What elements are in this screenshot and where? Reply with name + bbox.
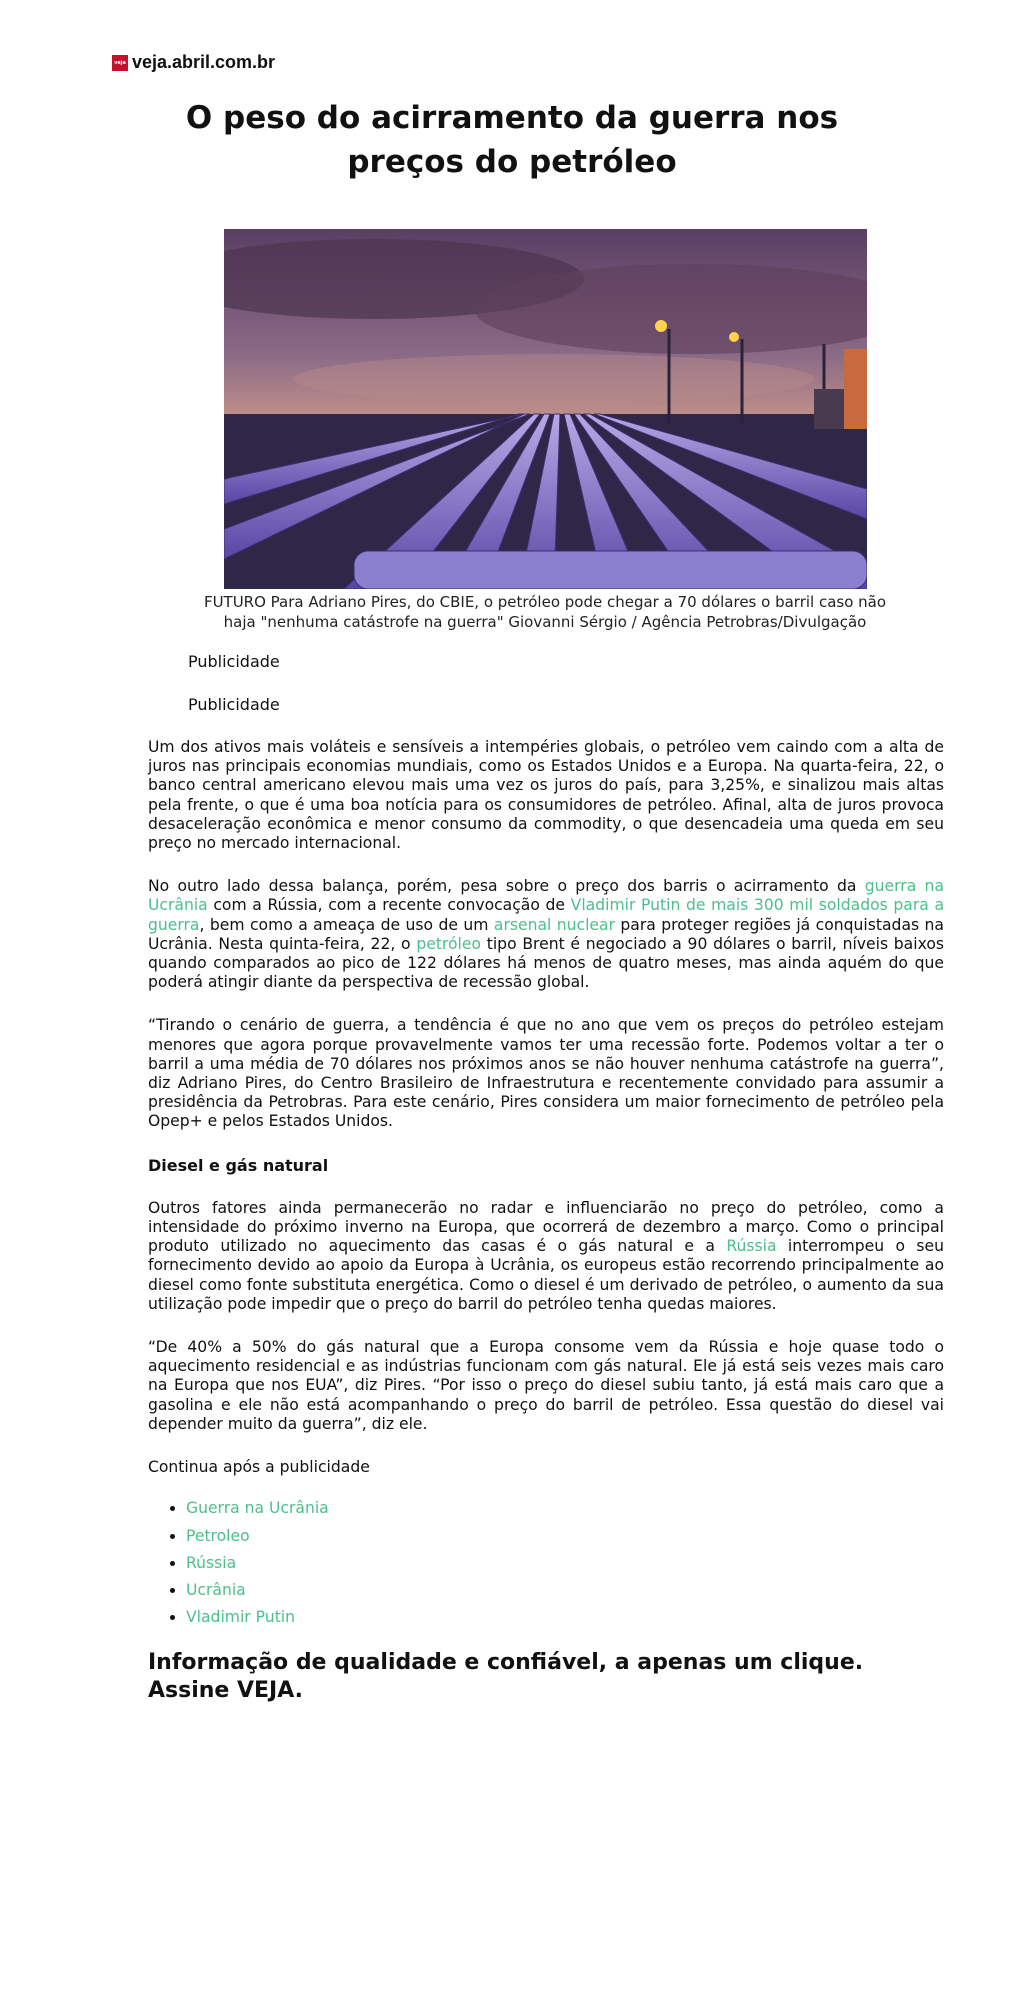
tag-link[interactable]: Vladimir Putin bbox=[186, 1608, 296, 1627]
tag-link[interactable]: Ucrânia bbox=[186, 1580, 246, 1599]
paragraph: Outros fatores ainda permanecerão no radar e influenciarão no preço do petróleo, como a intensidade do próximo inverno na Europa, que ocorrerá de dezembro a março. Como o principal produto utilizado no aquecimento das casas é o gás natural e a Rússia interrompeu o seu fornecimento devido ao apoio da Europa à Ucrânia, os europeus estão recorrendo principalmente ao diesel como fonte substituta energética. Como o diesel é um derivado de petróleo, o aumento da sua utilização pode impedir que o preço do barril do petróleo tenha quedas maiores. bbox=[148, 1198, 945, 1313]
link-vladimir-putin-soldados[interactable]: Vladimir Putin de mais 300 mil soldados para a guerra bbox=[148, 896, 945, 934]
link-russia[interactable]: Rússia bbox=[726, 1237, 777, 1256]
link-petroleo[interactable]: petróleo bbox=[416, 934, 482, 953]
tag-list bbox=[148, 1499, 944, 1627]
list-item bbox=[186, 1527, 944, 1546]
subheading: Diesel e gás natural bbox=[148, 1155, 329, 1175]
article-body bbox=[148, 738, 944, 1729]
paragraph: “Tirando o cenário de guerra, a tendência é que no ano que vem os preços do petróleo estejam menores que agora porque provavelmente vamos ter uma recessão forte. Podemos voltar a ter o barril a uma média de 70 dólares nos próximos anos se não houver nenhuma catástrofe na guerra”, diz Adriano Pires, do Centro Brasileiro de Infraestrutura e recentemente convidado para assumir a presidência da Petrobras. Para este cenário, Pires considera um maior fornecimento de petróleo pela Opep+ e pelos Estados Unidos. bbox=[148, 1016, 944, 1131]
list-item bbox=[186, 1554, 944, 1573]
veja-logo[interactable]: veja bbox=[112, 55, 128, 71]
pipeline-photo bbox=[224, 229, 867, 589]
paragraph: “De 40% a 50% do gás natural que a Europa consome vem da Rússia e hoje quase todo o aquecimento residencial e as indústrias funcionam com gás natural. Ele já está seis vezes mais caro na Europa que nos EUA”, diz Pires. “Por isso o preço do diesel subiu tanto, já está mais caro que a gasolina e ele não está acompanhando o preço do barril de petróleo. Essa questão do diesel vai depender muito da guerra”, diz ele. bbox=[148, 1338, 944, 1433]
continue-after-ad: Continua após a publicidade bbox=[148, 1458, 370, 1477]
paragraph: No outro lado dessa balança, porém, pesa sobre o preço dos barris o acirramento da guerra na Ucrânia com a Rússia, com a recente convocação de Vladimir Putin de mais 300 mil soldados para a guerra, bem como a ameaça de uso de um arsenal nuclear para proteger regiões já conquistadas na Ucrânia. Nesta quinta-feira, 22, o petróleo tipo Brent é negociado a 90 dólares o barril, níveis baixos quando comparados ao pico de 122 dólares há menos de quatro meses, mas ainda aquém do que poderá atingir diante da perspectiva de recessão global. bbox=[148, 877, 945, 992]
tag-link[interactable]: Guerra na Ucrânia bbox=[186, 1499, 329, 1518]
subscribe-cta[interactable]: Informação de qualidade e confiável, a apenas um clique. Assine VEJA. bbox=[148, 1650, 864, 1704]
article-title: O peso do acirramento da guerra nos preços do petróleo bbox=[185, 100, 839, 180]
image-caption: FUTURO Para Adriano Pires, do CBIE, o petróleo pode chegar a 70 dólares o barril caso não haja "nenhuma catástrofe na guerra" Giovanni Sérgio / Agência Petrobras/Divulgação bbox=[203, 593, 887, 631]
paragraph: Um dos ativos mais voláteis e sensíveis a intempéries globais, o petróleo vem caindo com a alta de juros nas principais economias mundiais, como os Estados Unidos e a Europa. Na quarta-feira, 22, o banco central americano elevou mais uma vez os juros do país, para 3,25%, e sinalizou mais altas pela frente, o que é uma boa notícia para os consumidores de petróleo. Afinal, alta de juros provoca desaceleração econômica e menor consumo da commodity, o que desencadeia uma queda em seu preço no mercado internacional. bbox=[148, 738, 944, 853]
link-arsenal-nuclear[interactable]: arsenal nuclear bbox=[493, 915, 615, 934]
advertisement-label: Publicidade bbox=[188, 652, 280, 671]
list-item bbox=[186, 1608, 944, 1627]
link-guerra-na-ucrania[interactable]: guerra na Ucrânia bbox=[148, 877, 944, 915]
site-header bbox=[112, 52, 275, 73]
tag-link[interactable]: Petroleo bbox=[186, 1526, 250, 1545]
hero-image bbox=[224, 229, 867, 589]
advertisement-label: Publicidade bbox=[188, 695, 280, 714]
site-domain[interactable]: veja.abril.com.br bbox=[132, 52, 276, 72]
tag-link[interactable]: Rússia bbox=[186, 1553, 237, 1572]
list-item bbox=[186, 1581, 944, 1600]
list-item bbox=[186, 1499, 944, 1518]
